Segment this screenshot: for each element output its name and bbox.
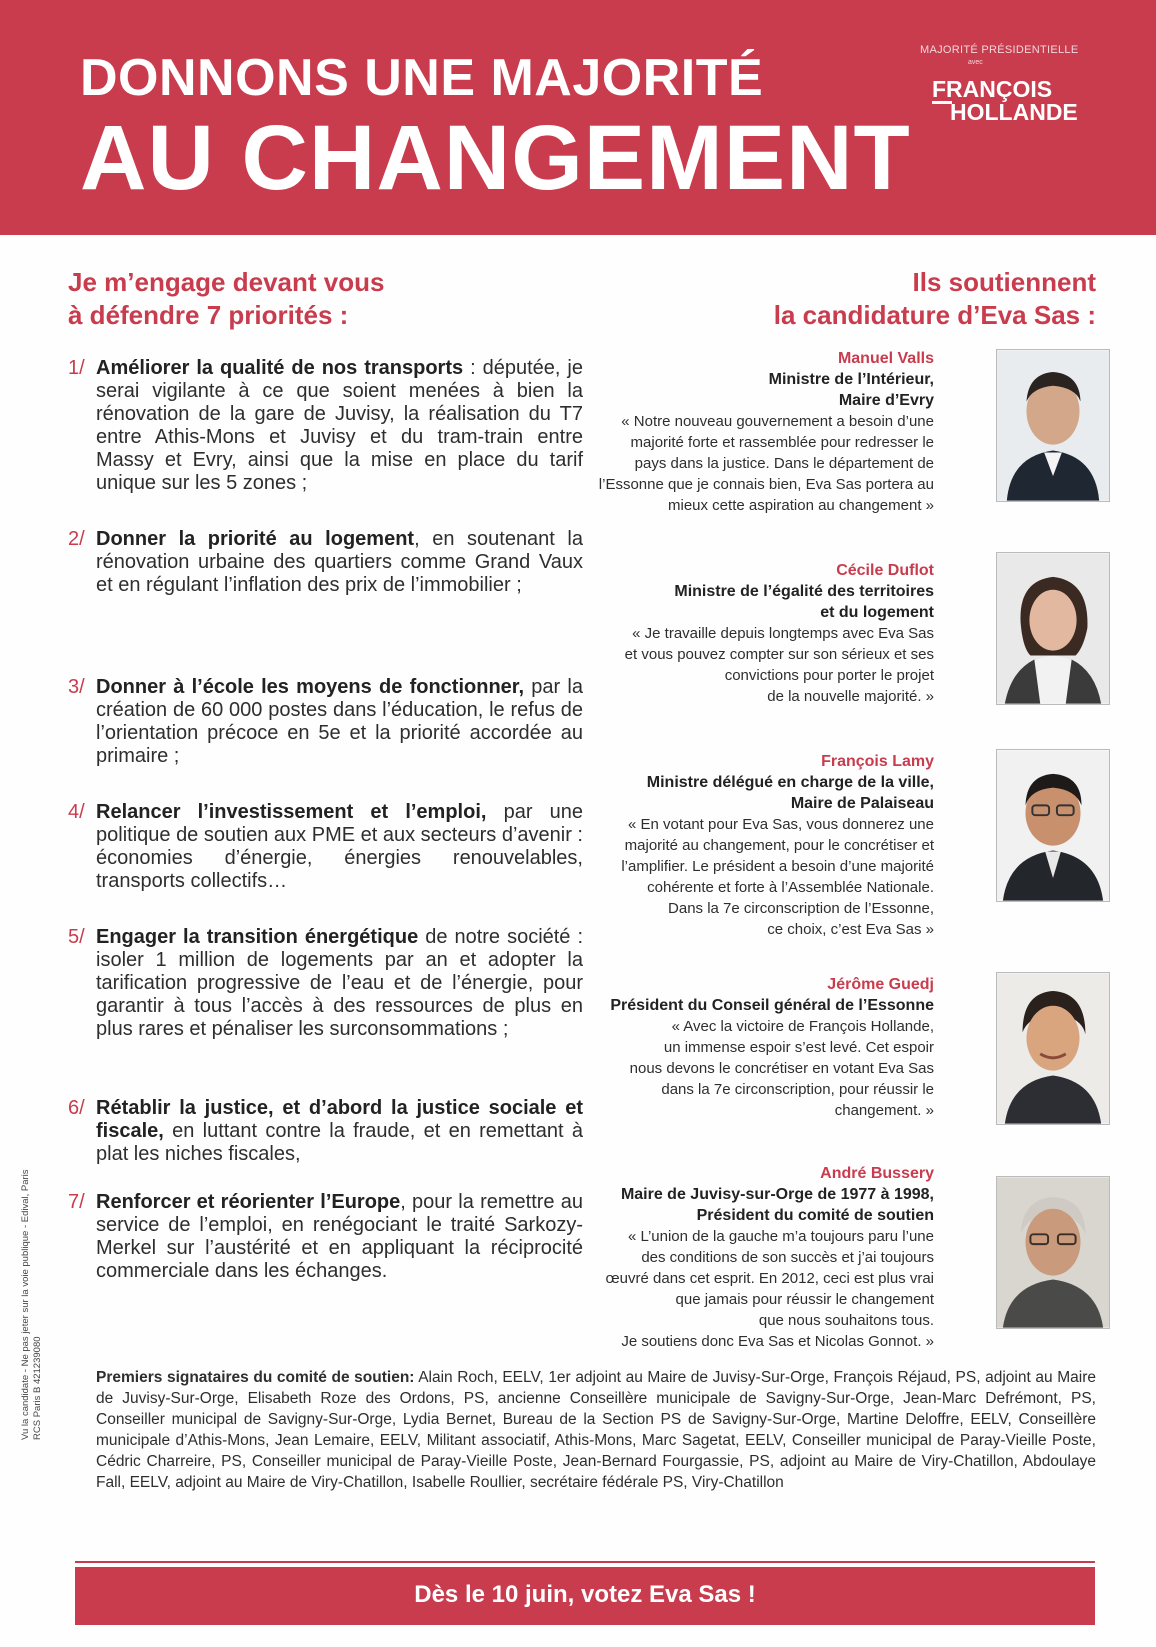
supporter-quote: que jamais pour réussir le changement — [675, 1291, 934, 1308]
brand-name — [932, 78, 1142, 124]
priority-item — [68, 357, 583, 495]
supporter-name: André Bussery — [820, 1165, 934, 1182]
priority-title: Améliorer la qualité de nos transports — [96, 357, 464, 379]
supporter-role: Maire de Palaiseau — [790, 795, 934, 812]
portrait-valls — [996, 349, 1110, 502]
priority-text: , en soutenant la rénovation urbaine des quartiers comme Grand Vaux et en régulant l’inflation des prix de l’immobilier ; — [96, 528, 583, 596]
portrait-bussery — [996, 1176, 1110, 1329]
supporter-quote: l’Essonne que je connais bien, Eva Sas portera au — [598, 476, 934, 493]
footer-banner — [75, 1563, 1095, 1625]
priority-number: 6/ — [68, 1097, 85, 1119]
priority-number: 3/ — [68, 676, 85, 698]
brand-with: avec — [968, 59, 983, 66]
supporter-quote: Je soutiens donc Eva Sas et Nicolas Gonnot. » — [621, 1333, 934, 1350]
priority-number: 1/ — [68, 357, 85, 379]
priority-text: par une politique de soutien aux PME et aux secteurs d’avenir : économies d’énergie, énergies renouvelables, transports collectifs… — [96, 801, 583, 892]
supporter-quote: convictions pour porter le projet — [724, 667, 934, 684]
signatories — [96, 1367, 1096, 1493]
signatories-label: Premiers signataires du comité de soutien: — [96, 1369, 415, 1386]
priority-title: Donner à l’école les moyens de fonctionner, — [96, 676, 525, 698]
portrait-guedj — [996, 972, 1110, 1125]
supporter-quote: un immense espoir s’est levé. Cet espoir — [663, 1039, 934, 1056]
priority-number: 5/ — [68, 926, 85, 948]
supporter-quote: dans la 7e circonscription, pour réussir le — [661, 1081, 934, 1098]
portrait-duflot — [996, 552, 1110, 705]
priority-title: Engager la transition énergétique — [96, 926, 419, 948]
supporter-quote: de la nouvelle majorité. » — [767, 688, 934, 705]
priority-text: , pour la remettre au service de l’emploi, en renégociant le traité Sarkozy-Merkel sur l’austérité et en appliquant la réciprocité commerciale dans les échanges. — [96, 1191, 583, 1282]
supporter-role: Ministre de l’égalité des territoires — [674, 583, 934, 600]
signatories-text: Alain Roch, EELV, 1er adjoint au Maire de Juvisy-Sur-Orge, François Réjaud, PS, adjoint au Maire de Juvisy-Sur-Orge, Elisabeth Roze des Ordons, PS, ancienne Conseillère municipale de Savigny-Sur-Orge, Jean-Marc Defrémont, PS, Conseiller municipal de Savigny-Sur-Orge, Lydia Bernet, Bureau de la Section PS de Savigny-Sur-Orge, Martine Deloffre, EELV, Conseillère municipale d’Athis-Mons, Jean Lemaire, EELV, Militant associatif, Athis-Mons, Marc Sagetat, EELV, Conseiller municipal de Paray-Vieille Poste, Cédric Charreire, PS, Conseiller municipal de Paray-Vieille Poste, Jean-Bernard Fourgassie, PS, adjoint au Maire de Viry-Chatillon, Abdoulaye Fall, EELV, adjoint au Maire de Viry-Chatillon, Isabelle Roullier, secrétaire fédérale PS, Viry-Chatillon — [96, 1369, 1096, 1491]
supporter-role: Président du Conseil général de l’Essonne — [610, 997, 934, 1014]
supporter-role: Président du comité de soutien — [696, 1207, 934, 1224]
supporter-quote: Dans la 7e circonscription de l’Essonne, — [668, 900, 934, 917]
supporter-duflot — [554, 560, 934, 707]
priority-title: Relancer l’investissement et l’emploi, — [96, 801, 487, 823]
supporter-quote: majorité au changement, pour le concrétiser et — [624, 837, 934, 854]
supporter-quote: « Je travaille depuis longtemps avec Eva Sas — [632, 625, 934, 642]
priority-text: de notre société : isoler 1 million de logements par an et adopter la tarification progressive de l’eau et de l’énergie, pour garantir à tous l’accès à des ressources de plus en plus rares et pénaliser les surconsommations ; — [96, 926, 583, 1040]
supporter-name: François Lamy — [821, 753, 934, 770]
legal-mention — [20, 1169, 50, 1470]
supporter-quote: majorité forte et rassemblée pour redresser le — [630, 434, 934, 451]
supporter-role: et du logement — [820, 604, 934, 621]
priority-text: : députée, je serai vigilante à ce que soient menées à bien la rénovation de la gare de Juvisy, la réalisation du T7 entre Athis-Mons et Juvisy et du tram-train entre Massy et Evry, ainsi que la mise en place du tarif unique sur les 5 zones ; — [96, 357, 583, 494]
priority-title: Rétablir la justice, et d’abord la justice sociale et fiscale, — [96, 1097, 583, 1142]
priority-text: en luttant contre la fraude, et en remettant à plat les niches fiscales, — [96, 1120, 583, 1165]
priority-item — [68, 676, 583, 768]
supporter-quote: cohérente et forte à l’Assemblée Nationale. — [647, 879, 934, 896]
portrait-lamy — [996, 749, 1110, 902]
supporter-quote: « Avec la victoire de François Hollande, — [671, 1018, 934, 1035]
supporter-role: Ministre délégué en charge de la ville, — [646, 774, 934, 791]
supporter-quote: nous devons le concrétiser en votant Eva Sas — [629, 1060, 934, 1077]
supporter-guedj — [554, 974, 934, 1121]
priority-item — [68, 1191, 583, 1283]
header-banner — [0, 0, 1156, 235]
brand-logo — [920, 44, 1079, 125]
brand-first: FRANÇOIS — [932, 76, 1053, 102]
supporter-role: Maire d’Evry — [838, 392, 934, 409]
supporter-quote: des conditions de son succès et j’ai toujours — [641, 1249, 934, 1266]
supporter-role: Ministre de l’Intérieur, — [768, 371, 934, 388]
supporter-quote: ce choix, c’est Eva Sas » — [767, 921, 934, 938]
priorities-heading — [68, 266, 384, 332]
supporter-quote: que nous souhaitons tous. — [758, 1312, 934, 1329]
supporter-valls — [554, 348, 934, 516]
priorities-heading-line2: à défendre 7 priorités : — [68, 300, 349, 330]
supporters-heading — [774, 266, 1096, 332]
priority-title: Renforcer et réorienter l’Europe — [96, 1191, 401, 1213]
supporter-quote: changement. » — [834, 1102, 934, 1119]
legal-line2: RCS Paris B 421239080 — [32, 1336, 43, 1440]
supporter-quote: l’amplifier. Le président a besoin d’une majorité — [621, 858, 934, 875]
priority-title: Donner la priorité au logement — [96, 528, 415, 550]
brand-last: HOLLANDE — [950, 99, 1078, 125]
priorities-heading-line1: Je m’engage devant vous — [68, 267, 385, 297]
supporter-quote: pays dans la justice. Dans le département de — [634, 455, 934, 472]
supporter-quote: « En votant pour Eva Sas, vous donnerez une — [627, 816, 934, 833]
priority-item — [68, 926, 583, 1041]
supporters-heading-line1: Ils soutiennent — [912, 267, 1096, 297]
priority-number: 4/ — [68, 801, 85, 823]
supporters-heading-line2: la candidature d’Eva Sas : — [773, 300, 1096, 330]
priority-item — [68, 1097, 583, 1166]
supporter-quote: œuvré dans cet esprit. En 2012, ceci est plus vrai — [605, 1270, 934, 1287]
priority-item — [68, 801, 583, 893]
brand-majority: MAJORITÉ PRÉSIDENTIELLE — [920, 44, 1079, 56]
footer-text: Dès le 10 juin, votez Eva Sas ! — [414, 1581, 756, 1608]
priority-number: 7/ — [68, 1191, 85, 1213]
supporter-quote: mieux cette aspiration au changement » — [668, 497, 934, 514]
supporter-name: Cécile Duflot — [836, 562, 934, 579]
priority-number: 2/ — [68, 528, 85, 550]
supporter-quote: « L’union de la gauche m’a toujours paru l’une — [627, 1228, 934, 1245]
legal-line1: Vu la candidate - Ne pas jeter sur la voie publique - Edival, Paris — [20, 1169, 31, 1440]
supporter-quote: et vous pouvez compter sur son sérieux et ses — [624, 646, 934, 663]
supporter-name: Manuel Valls — [837, 350, 934, 367]
headline-line2: AU CHANGEMENT — [80, 107, 911, 209]
supporter-lamy — [554, 751, 934, 940]
headline-line1: DONNONS UNE MAJORITÉ — [80, 49, 764, 107]
supporter-name: Jérôme Guedj — [827, 976, 934, 993]
supporter-bussery — [554, 1163, 934, 1352]
priority-item — [68, 528, 583, 597]
supporter-role: Maire de Juvisy-sur-Orge de 1977 à 1998, — [620, 1186, 934, 1203]
supporter-quote: « Notre nouveau gouvernement a besoin d’une — [621, 413, 934, 430]
priority-text: par la création de 60 000 postes dans l’éducation, le refus de l’orientation précoce en 5e et la priorité accordée au primaire ; — [96, 676, 583, 767]
